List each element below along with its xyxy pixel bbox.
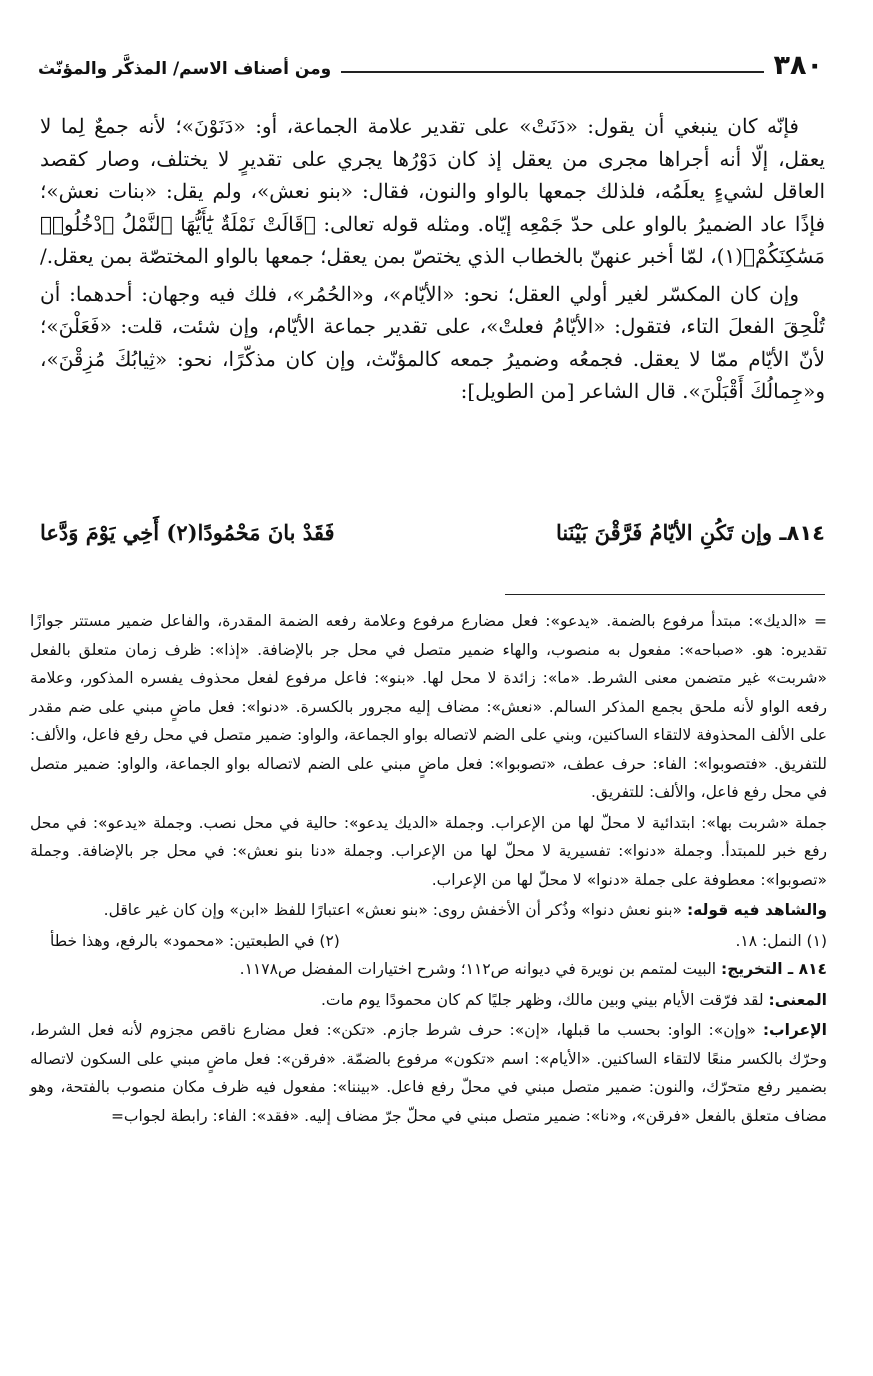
footnote-irab — [30, 1016, 827, 1130]
footnote-divider — [505, 594, 825, 595]
header-rule — [341, 71, 763, 73]
footnote-ref-2: (٢) في الطبعتين: «محمود» بالرفع، وهذا خطأ — [50, 931, 340, 950]
verse-first-hemistich — [556, 520, 825, 545]
main-paragraph-1: فإنّه كان ينبغي أن يقول: «دَنَتْ» على تقدير علامة الجماعة، أو: «دَنَوْنَ»؛ لأنه جمعٌ لِما لا يعقل، إلّا أنه أجراها مجرى من يعقل إذ كان دَوْرُها يجري على تقديرٍ لا يختلف، وصار كقصد العاقل لشيءٍ يعلَمُه، فلذلك جمعها بالواو والنون، فقال: «بنو نعش»، ولم يقل: «بنات نعش»؛ فإذًا عاد الضميرُ بالواو على حدّ جَمْعِه إيّاه. ومثله قوله تعالى: ﴿قَالَتْ نَمْلَةٌ يَٰٓأَيُّهَا ٱلنَّمْلُ ٱدْخُلُوا۟ مَسَٰكِنَكُمْ﴾(١)، لمّا أخبر عنهنّ بالخطاب الذي يختصّ بمن يعقل؛ جمعها بالواو المختصّة بمن يعقل./ — [40, 114, 825, 268]
footnote-irab-continued: = «الديك»: مبتدأ مرفوع بالضمة. «يدعو»: فعل مضارع مرفوع وعلامة رفعه الضمة المقدرة، والفاعل ضمير مستتر جوازًا تقديره: هو. «صباحه»: مفعول به منصوب، والهاء ضمير متصل في محل جر بالإضافة. «إذا»: ظرف زمان متعلق بالفعل «شربت» غير متضمن معنى الشرط. «ما»: زائدة لا محل لها. «بنو»: فاعل مرفوع لفعل محذوف يفسره المذكور، وعلامة رفعه الواو لأنه ملحق بجمع المذكر السالم. «نعش»: مضاف إليه مجرور بالكسرة. «دنوا»: فعل ماضٍ مبني على ضم مقدر على الألف المحذوفة لالتقاء الساكنين، وبني على الضم لاتصاله بواو الجماعة، والواو: ضمير متصل في محل رفع فاعل، والألف: للتفريق. «فتصوبوا»: الفاء: حرف عطف، «تصوبوا»: فعل ماضٍ مبني على الضم لاتصاله بواو الجماعة، والواو: ضمير متصل في محل رفع فاعل، والألف: للتفريق. — [30, 612, 827, 801]
poetry-verse — [40, 520, 825, 545]
takhrij-text: البيت لمتمم بن نويرة في ديوانه ص١١٢؛ وشرح اختيارات المفضل ص١١٧٨. — [239, 960, 717, 978]
page-header — [38, 52, 823, 79]
shahid-text: «بنو نعش دنوا» وذُكر أن الأخفش روى: «بنو نعش» اعتبارًا للفظ «ابن» وإن كان غير عاقل. — [103, 901, 683, 919]
maana-label: المعنى: — [768, 990, 827, 1009]
verse-second-hemistich: فَقَدْ بانَ مَحْمُودًا(٢) أَخِي يَوْمَ وَدَّعا — [40, 520, 335, 545]
footnote-ref-1: (١) النمل: ١٨. — [735, 931, 827, 950]
footnote-maana — [30, 986, 827, 1015]
shahid-label: والشاهد فيه قوله: — [686, 901, 827, 919]
running-title: ومن أصناف الاسم/ المذكَّر والمؤنّث — [38, 59, 332, 79]
maana-text: لقد فرّقت الأيام بيني وبين مالك، وظهر جليًا كم كان محمودًا يوم مات. — [320, 990, 764, 1009]
footnotes — [30, 607, 827, 1132]
irab-label: الإعراب: — [762, 1021, 828, 1039]
irab-text: «وإن»: الواو: بحسب ما قبلها، «إن»: حرف شرط جازم. «تكن»: فعل مضارع ناقص مجزوم لأنه فعل الشرط، وحرّك بالكسر منعًا لالتقاء الساكنين. «الأيام»: اسم «تكون» مرفوع بالضمّة. «فرقن»: فعل ماضٍ مبني على السكون لاتصاله بضمير رفع متحرّك، والنون: ضمير متصل مبني في محلّ رفع فاعل. «بيننا»: مفعول فيه ظرف مكان منصوب بالفتحة، وهو مضاف متعلق بالفعل «فرقن»، و«نا»: ضمير متصل مبني في محلّ جرّ مضاف إليه. «فقد»: الفاء: رابطة لجواب= — [30, 1021, 827, 1125]
main-paragraph-2: وإن كان المكسّر لغير أولي العقل؛ نحو: «الأيّام»، و«الحُمُر»، فلك فيه وجهان: أحدهما: أن تُلْحِقَ الفعلَ التاء، فتقول: «الأيّامُ فعلتْ»، على تقدير جماعة الأيّام، وإن شئت، قلت: «فَعَلْنَ»؛ لأنّ الأيّام ممّا لا يعقل. فجمعُه وضميرُ جمعه كالمؤنّث، وإن كان مذكّرًا، نحو: «ثِيابُكَ مُزِقْنَ»، و«جِمالُكَ أَقْبَلْنَ». قال الشاعر [من الطويل]: — [40, 281, 825, 403]
takhrij-label: ٨١٤ ـ التخريج: — [721, 960, 827, 978]
verse-number: ٨١٤ـ — [779, 521, 825, 545]
main-text — [40, 110, 825, 413]
page-number: ٣٨٠ — [773, 50, 823, 81]
footnote-refs — [30, 927, 827, 956]
footnote-shahid — [30, 896, 827, 925]
footnote-takhrij — [30, 955, 827, 984]
footnote-sentences: جملة «شربت بها»: ابتدائية لا محلّ لها من الإعراب. وجملة «الديك يدعو»: حالية في محل نصب. وجملة «يدعو»: في محل رفع خبر للمبتدأ. وجملة «دنوا»: تفسيرية لا محلّ لها من الإعراب. وجملة «دنا بنو نعش»: في محل جر بالإضافة. وجملة «تصوبوا»: معطوفة على جملة «دنوا» لا محلّ لها من الإعراب. — [30, 813, 827, 889]
verse-first-text: وإن تَكُنِ الأيّامُ فَرَّقْنَ بَيْنَنا — [556, 520, 773, 545]
